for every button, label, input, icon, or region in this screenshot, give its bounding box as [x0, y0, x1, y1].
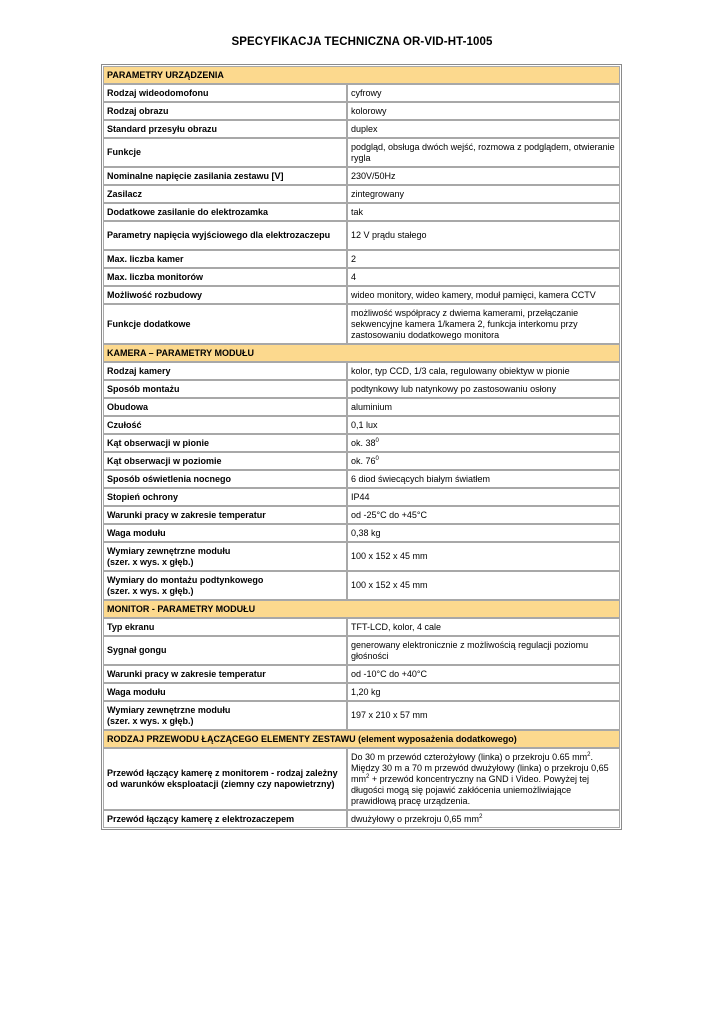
row-label: Parametry napięcia wyjściowego dla elektrozaczepu	[103, 221, 347, 250]
row-value-text: Do 30 m przewód czterożyłowy (linka) o przekroju 0.65 mm	[351, 751, 588, 762]
table-row	[103, 268, 620, 286]
row-label	[103, 571, 347, 600]
table-row	[103, 665, 620, 683]
table-row	[103, 701, 620, 730]
table-row	[103, 416, 620, 434]
row-value-text: + przewód koncentryczny na GND i Video. Powyżej tej długości mogą się pojawić zakłócenia uniemożliwiające prawidłową pracę urządzenia.	[351, 773, 590, 806]
row-label-line: (szer. x wys. x głęb.)	[107, 585, 194, 596]
row-value: podtynkowy lub natynkowy po zastosowaniu osłony	[347, 380, 620, 398]
section-header-cable	[103, 730, 620, 748]
row-value: kolor, typ CCD, 1/3 cala, regulowany obiektyw w pionie	[347, 362, 620, 380]
row-label: Standard przesyłu obrazu	[103, 120, 347, 138]
row-label-line: Wymiary do montażu podtynkowego	[107, 574, 264, 585]
row-value: 0,38 kg	[347, 524, 620, 542]
row-label: Warunki pracy w zakresie temperatur	[103, 665, 347, 683]
table-row	[103, 250, 620, 268]
section-header-label: MONITOR - PARAMETRY MODUŁU	[103, 600, 620, 618]
row-label: Max. liczba kamer	[103, 250, 347, 268]
row-value: IP44	[347, 488, 620, 506]
table-row	[103, 452, 620, 470]
table-row	[103, 304, 620, 344]
table-row	[103, 185, 620, 203]
row-label: Przewód łączący kamerę z monitorem - rodzaj zależny od warunków eksploatacji (ziemny czy napowietrzny)	[103, 748, 347, 810]
degree-superscript: 0	[375, 455, 379, 462]
table-row	[103, 506, 620, 524]
table-row	[103, 470, 620, 488]
table-row	[103, 102, 620, 120]
row-label-line: Wymiary zewnętrzne modułu	[107, 704, 231, 715]
table-row	[103, 636, 620, 665]
section-header-label: RODZAJ PRZEWODU ŁĄCZĄCEGO ELEMENTY ZESTAWU (element wyposażenia dodatkowego)	[103, 730, 620, 748]
row-label	[103, 701, 347, 730]
table-row	[103, 810, 620, 828]
table-row	[103, 120, 620, 138]
row-label-line: Wymiary zewnętrzne modułu	[107, 545, 231, 556]
table-row	[103, 84, 620, 102]
row-value-text: ok. 76	[351, 455, 376, 466]
row-label-line: (szer. x wys. x głęb.)	[107, 556, 194, 567]
row-label: Rodzaj obrazu	[103, 102, 347, 120]
row-value: 1,20 kg	[347, 683, 620, 701]
row-label: Dodatkowe zasilanie do elektrozamka	[103, 203, 347, 221]
specification-table	[101, 64, 622, 830]
table-row	[103, 542, 620, 571]
row-value: 4	[347, 268, 620, 286]
table-row	[103, 748, 620, 810]
row-value: wideo monitory, wideo kamery, moduł pamięci, kamera CCTV	[347, 286, 620, 304]
table-row	[103, 286, 620, 304]
row-value	[347, 748, 620, 810]
row-label: Kąt obserwacji w poziomie	[103, 452, 347, 470]
row-value	[347, 452, 620, 470]
table-row	[103, 488, 620, 506]
row-label: Stopień ochrony	[103, 488, 347, 506]
table-row	[103, 362, 620, 380]
table-row	[103, 167, 620, 185]
row-label: Czułość	[103, 416, 347, 434]
table-row	[103, 524, 620, 542]
row-value: od -10°C do +40°C	[347, 665, 620, 683]
row-value: 12 V prądu stałego	[347, 221, 620, 250]
row-value: duplex	[347, 120, 620, 138]
row-value: 2	[347, 250, 620, 268]
row-value-text: dwużyłowy o przekroju 0,65 mm	[351, 813, 480, 824]
row-value: zintegrowany	[347, 185, 620, 203]
row-value: 230V/50Hz	[347, 167, 620, 185]
table-row	[103, 138, 620, 167]
row-value-text: ok. 38	[351, 437, 376, 448]
row-label: Waga modułu	[103, 683, 347, 701]
row-label: Typ ekranu	[103, 618, 347, 636]
section-header-label: PARAMETRY URZĄDZENIA	[103, 66, 620, 84]
section-header-label: KAMERA – PARAMETRY MODUŁU	[103, 344, 620, 362]
row-value: kolorowy	[347, 102, 620, 120]
row-label	[103, 542, 347, 571]
row-label: Obudowa	[103, 398, 347, 416]
section-header-monitor	[103, 600, 620, 618]
section-header-camera	[103, 344, 620, 362]
row-label: Max. liczba monitorów	[103, 268, 347, 286]
squared-superscript: 2	[366, 773, 370, 780]
row-value: TFT-LCD, kolor, 4 cale	[347, 618, 620, 636]
row-label: Przewód łączący kamerę z elektrozaczepem	[103, 810, 347, 828]
row-value: 100 x 152 x 45 mm	[347, 542, 620, 571]
table-row	[103, 203, 620, 221]
table-row	[103, 571, 620, 600]
row-label: Waga modułu	[103, 524, 347, 542]
row-value: możliwość współpracy z dwiema kamerami, przełączanie sekwencyjne kamera 1/kamera 2, funkcja interkomu przy zastosowaniu dodatkowego monitora	[347, 304, 620, 344]
row-label: Sposób montażu	[103, 380, 347, 398]
table-row	[103, 398, 620, 416]
row-value: od -25°C do +45°C	[347, 506, 620, 524]
row-label: Rodzaj wideodomofonu	[103, 84, 347, 102]
row-value: 6 diod świecących białym światłem	[347, 470, 620, 488]
table-row	[103, 380, 620, 398]
row-value	[347, 810, 620, 828]
row-label: Sygnał gongu	[103, 636, 347, 665]
row-value: generowany elektronicznie z możliwością regulacji poziomu głośności	[347, 636, 620, 665]
row-value: podgląd, obsługa dwóch wejść, rozmowa z podglądem, otwieranie rygla	[347, 138, 620, 167]
row-value: aluminium	[347, 398, 620, 416]
squared-superscript: 2	[479, 813, 483, 820]
row-value: 0,1 lux	[347, 416, 620, 434]
row-label: Funkcje dodatkowe	[103, 304, 347, 344]
table-row	[103, 434, 620, 452]
section-header-device	[103, 66, 620, 84]
row-value: cyfrowy	[347, 84, 620, 102]
table-row	[103, 221, 620, 250]
row-value: tak	[347, 203, 620, 221]
row-label: Funkcje	[103, 138, 347, 167]
row-value	[347, 434, 620, 452]
row-value-text: . Między 30 m a 70 m przewód dwużyłowy (linka) o przekroju 0,65 mm	[351, 751, 609, 784]
table-row	[103, 618, 620, 636]
row-label: Kąt obserwacji w pionie	[103, 434, 347, 452]
row-label-line: (szer. x wys. x głęb.)	[107, 715, 194, 726]
row-label: Możliwość rozbudowy	[103, 286, 347, 304]
squared-superscript: 2	[587, 751, 591, 758]
table-row	[103, 683, 620, 701]
document-title: SPECYFIKACJA TECHNICZNA OR-VID-HT-1005	[231, 36, 493, 48]
row-value: 197 x 210 x 57 mm	[347, 701, 620, 730]
row-label: Nominalne napięcie zasilania zestawu [V]	[103, 167, 347, 185]
row-label: Warunki pracy w zakresie temperatur	[103, 506, 347, 524]
row-label: Rodzaj kamery	[103, 362, 347, 380]
row-label: Sposób oświetlenia nocnego	[103, 470, 347, 488]
row-value: 100 x 152 x 45 mm	[347, 571, 620, 600]
row-label: Zasilacz	[103, 185, 347, 203]
degree-superscript: 0	[375, 437, 379, 444]
